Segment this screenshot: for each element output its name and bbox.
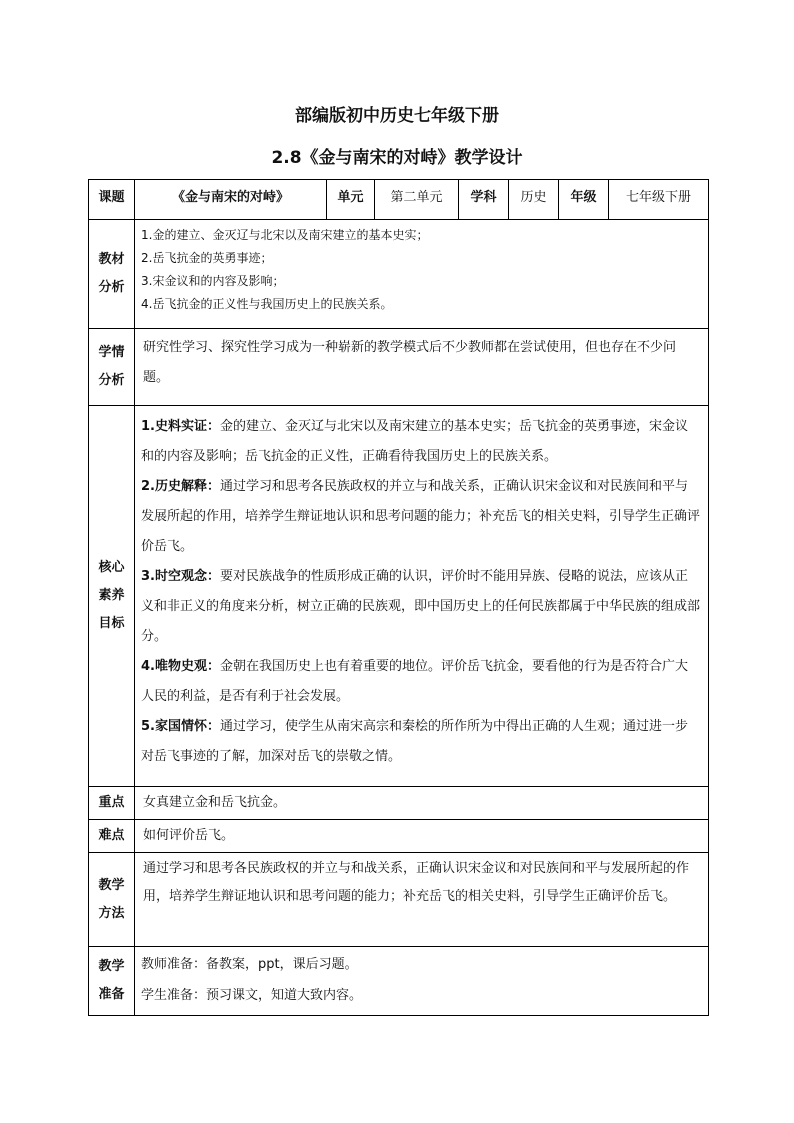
unit-label: 单元 [327,180,375,220]
core-content [135,406,709,787]
prep-label: 教学 准备 [89,947,135,1016]
learner-label: 学情 分析 [89,329,135,406]
core-item: 5.家国情怀：通过学习，使学生从南宋高宗和秦桧的所作所为中得出正确的人生观；通过进一步对岳飞事迹的了解，加深对岳飞的崇敬之情。 [141,719,688,764]
method-row [89,853,709,947]
difficulty-label: 难点 [89,820,135,853]
grade-value: 七年级下册 [609,180,709,220]
prep-student: 学生准备：预习课文，知道大致内容。 [141,988,363,1003]
difficulty-row [89,820,709,853]
focus-label: 重点 [89,787,135,820]
lesson-plan-table [88,179,709,1016]
core-item: 2.历史解释：通过学习和思考各民族政权的并立与和战关系，正确认识宋金议和对民族间和平与发展所起的作用，培养学生辩证地认识和思考问题的能力；补充岳飞的相关史料，引导学生正确评价岳飞。 [141,479,701,554]
textbook-content [135,220,709,329]
course-title: 《金与南宋的对峙》 [135,180,327,220]
core-label: 核心 素养 目标 [89,406,135,787]
course-label: 课题 [89,180,135,220]
subject-label: 学科 [459,180,509,220]
core-row [89,406,709,787]
document-subtitle: 2.8《金与南宋的对峙》教学设计 [271,148,523,168]
textbook-line: 2.岳飞抗金的英勇事迹； [141,251,273,265]
learner-content: 研究性学习、探究性学习成为一种崭新的教学模式后不少教师都在尝试使用，但也存在不少问题。 [135,329,709,406]
textbook-label: 教材 分析 [89,220,135,329]
textbook-line: 3.宋金议和的内容及影响； [141,274,285,288]
grade-label: 年级 [559,180,609,220]
focus-row [89,787,709,820]
textbook-row [89,220,709,329]
core-item: 4.唯物史观：金朝在我国历史上也有着重要的地位。评价岳飞抗金，要看他的行为是否符合广大人民的利益，是否有利于社会发展。 [141,659,688,704]
method-label: 教学 方法 [89,853,135,947]
core-item: 3.时空观念：要对民族战争的性质形成正确的认识，评价时不能用异族、侵略的说法，应该从正义和非正义的角度来分析，树立正确的民族观，即中国历史上的任何民族都属于中华民族的组成部分。 [141,569,701,644]
core-item: 1.史料实证：金的建立、金灭辽与北宋以及南宋建立的基本史实；岳飞抗金的英勇事迹，宋金议和的内容及影响；岳飞抗金的正义性，正确看待我国历史上的民族关系。 [141,419,688,464]
learner-row [89,329,709,406]
textbook-line: 1.金的建立、金灭辽与北宋以及南宋建立的基本史实； [141,228,429,242]
header-row [89,180,709,220]
prep-row [89,947,709,1016]
method-content: 通过学习和思考各民族政权的并立与和战关系，正确认识宋金议和对民族间和平与发展所起的作用，培养学生辩证地认识和思考问题的能力；补充岳飞的相关史料，引导学生正确评价岳飞。 [135,853,709,947]
textbook-line: 4.岳飞抗金的正义性与我国历史上的民族关系。 [141,297,393,311]
focus-content: 女真建立金和岳飞抗金。 [135,787,709,820]
prep-teacher: 教师准备：备教案，ppt，课后习题。 [141,957,358,972]
difficulty-content: 如何评价岳飞。 [135,820,709,853]
prep-content [135,947,709,1016]
subject-value: 历史 [509,180,559,220]
unit-value: 第二单元 [375,180,459,220]
document-title: 部编版初中历史七年级下册 [295,106,499,126]
